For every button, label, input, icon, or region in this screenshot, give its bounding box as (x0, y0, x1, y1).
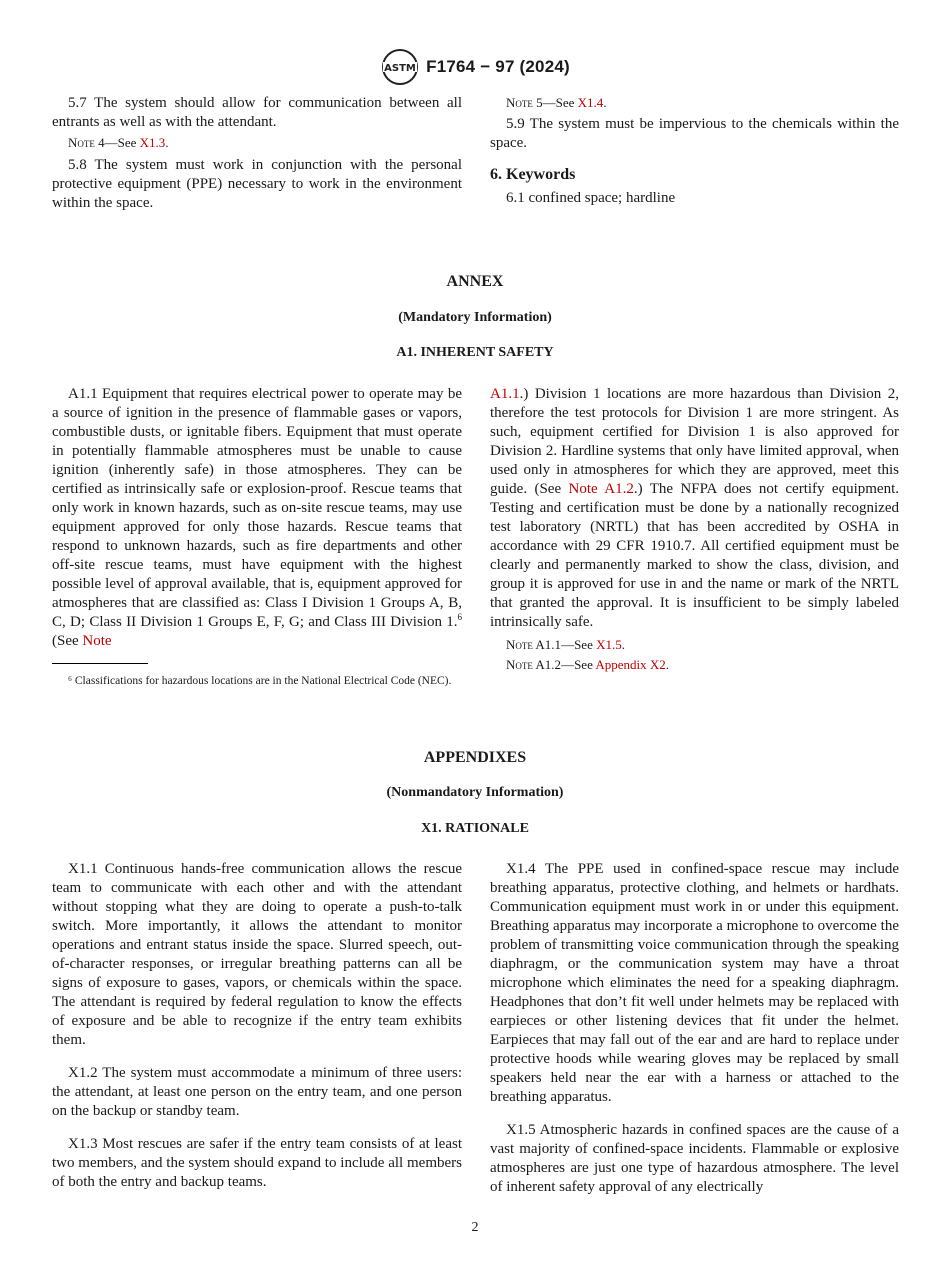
link-note-a1-2[interactable]: Note A1.2 (568, 481, 634, 497)
link-x1-5[interactable]: X1.5 (596, 637, 622, 652)
annex-title: ANNEX (446, 273, 504, 290)
link-appendix-x2[interactable]: Appendix X2 (595, 657, 666, 672)
appendix-section-title: X1. RATIONALE (421, 821, 529, 836)
appendixes-title: APPENDIXES (423, 749, 527, 766)
top-left-column (52, 94, 462, 213)
paragraph-6-1: 6.1 confined space; hardline (506, 190, 676, 206)
note-5: Note 5—See X1.4. (506, 95, 607, 110)
appendix-right-column (490, 860, 899, 1197)
footnote-rule (52, 663, 148, 664)
link-note-a1-1-cont[interactable]: A1.1 (490, 386, 520, 402)
note-a1-2: Note A1.2—See Appendix X2. (506, 657, 670, 672)
annex-right-column (490, 385, 899, 673)
footnote-6: ⁶ Classifications for hazardous locations are in the National Electrical Code (NEC). (68, 675, 452, 687)
paragraph-x1-5: X1.5 Atmospheric hazards in confined spaces are the cause of a vast majority of confined-space incidents. Flammable or explosive atmospheres are just one type of hazardous atmosphere. The level of inherent safety approval of any electrically (490, 1122, 899, 1195)
paragraph-5-9: 5.9 The system must be impervious to the chemicals within the space. (490, 116, 899, 151)
page-number: 2 (471, 1220, 479, 1235)
paragraph-5-8: 5.8 The system must work in conjunction with the personal protective equipment (PPE) necessary to work in the environment within the space. (52, 157, 462, 211)
annex-section-title: A1. INHERENT SAFETY (396, 345, 554, 360)
paragraph-x1-4: X1.4 The PPE used in confined-space rescue may include breathing apparatus, protective clothing, and helmets or hardhats. Communication equipment must work in or under this equipment. Breathing apparatus may incorporate a microphone to overcome the problem of transmitting voice communication through the speaking diaphragm, or the communication system may have a throat microphone which eliminates the need for a speaking diaphragm. Headphones that don’t fit well under helmets may be replaced with earpieces or other listening devices that fit under the helmet. Earpieces that may fall out of the ear and are hard to replace under protective hoods while wearing gloves may be replaced by small speakers held near the ear with a harness or attached to the breathing apparatus. (490, 861, 899, 1105)
astm-logo-icon (380, 48, 420, 86)
paragraph-a1-1: A1.1 Equipment that requires electrical power to operate may be a source of ignition in the presence of flammable gases or vapors, combustible dusts, or ignitable fibers. Equipment that must operate in potentially flammable atmospheres must be unable to cause ignition (inherently safe) in those atmospheres. They can be certified as intrinsically safe or explosion-proof. Rescue teams that only work in known hazards, such as on-site rescue teams, may use equipment approved for only those hazards. Rescue teams that respond to unknown hazards, such as fire departments and other off-site rescue teams, must have equipment with the highest possible level of approval available, that is, equipment approved for atmospheres that are classified as: Class I Division 1 Groups A, B, C, D; Class II Division 1 Groups E, F, G; and Class III Division 1.$^6$ (See Note (52, 386, 462, 649)
document-designation: F1764 − 97 (2024) (426, 57, 570, 76)
keywords-heading: 6. Keywords (490, 166, 576, 183)
annex-left-column (52, 385, 462, 651)
appendixes-subtitle: (Nonmandatory Information) (386, 785, 564, 800)
logo-text: ASTM (384, 63, 416, 74)
link-x1-3[interactable]: X1.3 (139, 135, 166, 150)
appendix-left-column (52, 860, 462, 1192)
annex-subtitle: (Mandatory Information) (398, 310, 552, 325)
link-note-a1-1[interactable]: Note (82, 633, 112, 649)
link-x1-4[interactable]: X1.4 (577, 95, 604, 110)
paragraph-x1-2: X1.2 The system must accommodate a minimum of three users: the attendant, at least one person on the entry team, and one person on the backup or standby team. (52, 1065, 462, 1119)
paragraph-a1-1-continued: A1.1.) Division 1 locations are more hazardous than Division 2, therefore the test protocols for Division 1 are more stringent. As such, equipment certified for Division 1 is also approved for Division 2. Hardline systems that only have limited approval, when used only in atmospheres for which they are approved, meet this guide. (See Note A1.2.) The NFPA does not certify equipment. Testing and certification must be done by a nationally recognized test laboratory (NRTL) that has been accredited by OSHA in accordance with 29 CFR 1910.7. All certified equipment must be clearly and permanently marked to show the class, division, and group it is approved for use in and the name or mark of the NRTL that granted the approval. It is insufficient to be simply labeled intrinsically safe. (490, 386, 899, 630)
note-a1-1: Note A1.1—See X1.5. (506, 637, 625, 652)
paragraph-5-7: 5.7 The system should allow for communication between all entrants as well as with the attendant. (52, 95, 462, 130)
note-4: Note 4—See X1.3. (68, 135, 169, 150)
paragraph-x1-3: X1.3 Most rescues are safer if the entry team consists of at least two members, and the system should expand to include all members of both the entry and backup teams. (52, 1136, 462, 1190)
page-header (0, 48, 950, 91)
top-right-column (490, 94, 899, 208)
footnote-ref-6: 6 (457, 612, 462, 622)
paragraph-x1-1: X1.1 Continuous hands-free communication allows the rescue team to communicate with each other and with the attendant without stopping what they are doing to operate a push-to-talk switch. More importantly, it allows the attendant to monitor operations and entrant status inside the space. Slurred speech, out-of-character responses, or irregular breathing patterns can all be signs of exposure to gases, vapors, or chemicals within the space. The attendant is required by federal regulation to know the effects of exposure and be able to recognize if the entry team exhibits them. (52, 861, 462, 1048)
